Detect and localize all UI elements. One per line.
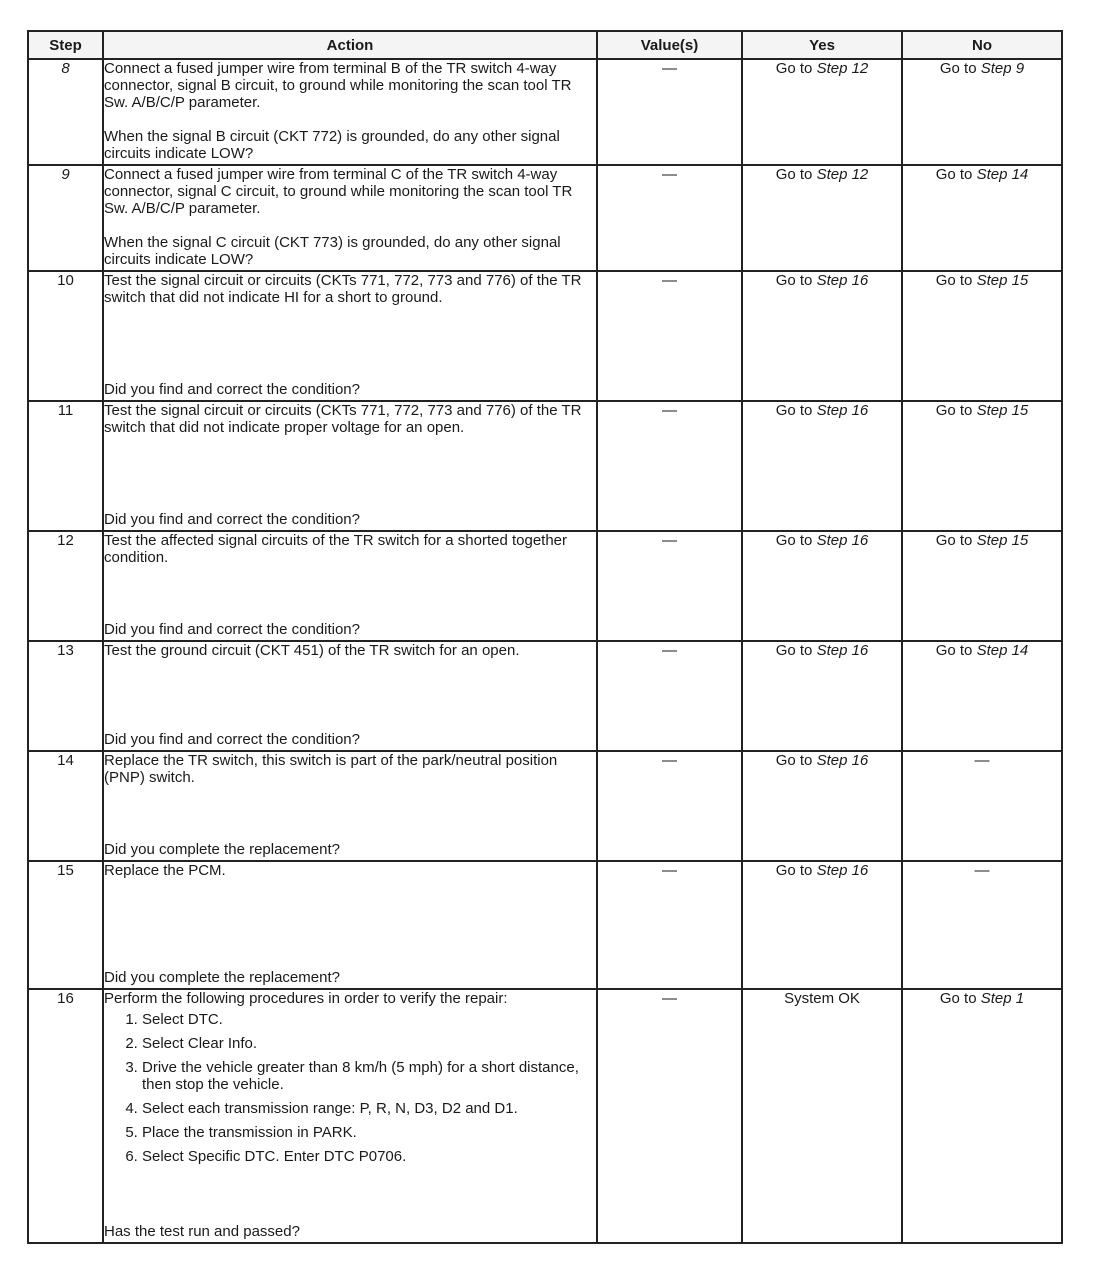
- no-cell: —: [902, 751, 1062, 861]
- no-cell: [902, 641, 1062, 751]
- step-number: 8: [28, 59, 103, 165]
- table-row: [28, 641, 1062, 751]
- no-step-ref: Step 9: [980, 60, 1025, 77]
- no-cell: —: [902, 861, 1062, 989]
- goto-label: Go to: [775, 642, 813, 659]
- list-item: 2. Select Clear Info.: [142, 1035, 596, 1052]
- value-cell: —: [597, 59, 742, 165]
- yes-step-ref: Step 16: [816, 862, 869, 879]
- list-item: 4. Select each transmission range: P, R, N, D3, D2 and D1.: [142, 1100, 596, 1117]
- action-cell: [103, 59, 597, 165]
- list-item: 5. Place the transmission in PARK.: [142, 1124, 596, 1141]
- action-text: Test the signal circuit or circuits (CKTs 771, 772, 773 and 776) of the TR switch that did not indicate HI for a short to ground.: [104, 272, 582, 306]
- action-text: Connect a fused jumper wire from terminal B of the TR switch 4-way connector, signal B circuit, to ground while monitoring the scan tool TR Sw. A/B/C/P parameter.: [104, 60, 572, 111]
- action-text: Test the ground circuit (CKT 451) of the TR switch for an open.: [104, 642, 520, 659]
- action-text: Test the signal circuit or circuits (CKTs 771, 772, 773 and 776) of the TR switch that did not indicate proper voltage for an open.: [104, 402, 582, 436]
- header-yes: Yes: [742, 31, 902, 59]
- step-number: 12: [28, 531, 103, 641]
- action-question: When the signal B circuit (CKT 772) is grounded, do any other signal circuits indicate LOW?: [104, 128, 560, 162]
- yes-cell: [742, 861, 902, 989]
- yes-step-ref: Step 16: [816, 272, 869, 289]
- action-text: Test the affected signal circuits of the TR switch for a shorted together condition.: [104, 532, 568, 566]
- header-action: Action: [103, 31, 597, 59]
- value-cell: —: [597, 641, 742, 751]
- value-cell: —: [597, 165, 742, 271]
- action-question: Did you find and correct the condition?: [104, 621, 360, 638]
- step-number: 10: [28, 271, 103, 401]
- header-step: Step: [28, 31, 103, 59]
- action-question: Has the test run and passed?: [104, 1223, 300, 1240]
- action-cell: [103, 271, 597, 401]
- action-text: Replace the PCM.: [104, 862, 226, 879]
- value-cell: —: [597, 271, 742, 401]
- action-cell: [103, 989, 597, 1243]
- table-row: [28, 59, 1062, 165]
- no-step-ref: Step 14: [976, 642, 1029, 659]
- action-question: Did you complete the replacement?: [104, 969, 340, 986]
- goto-label: Go to: [775, 272, 813, 289]
- step-number: 11: [28, 401, 103, 531]
- no-step-ref: Step 15: [976, 532, 1029, 549]
- no-cell: [902, 989, 1062, 1243]
- goto-label: Go to: [775, 752, 813, 769]
- diagnostic-table: [27, 30, 1063, 1244]
- yes-cell: [742, 641, 902, 751]
- step-number: 16: [28, 989, 103, 1243]
- action-cell: [103, 751, 597, 861]
- table-row: [28, 861, 1062, 989]
- no-step-ref: Step 14: [976, 166, 1029, 183]
- goto-label: Go to: [775, 862, 813, 879]
- action-cell: [103, 165, 597, 271]
- procedure-list: [104, 1011, 596, 1165]
- value-cell: —: [597, 531, 742, 641]
- action-question: Did you find and correct the condition?: [104, 731, 360, 748]
- no-cell: [902, 401, 1062, 531]
- header-no: No: [902, 31, 1062, 59]
- yes-step-ref: Step 16: [816, 532, 869, 549]
- goto-label: Go to: [939, 990, 977, 1007]
- step-number: 13: [28, 641, 103, 751]
- table-row: [28, 271, 1062, 401]
- list-item: 3. Drive the vehicle greater than 8 km/h (5 mph) for a short distance, then stop the vehicle.: [142, 1059, 596, 1093]
- yes-cell: [742, 165, 902, 271]
- value-cell: —: [597, 861, 742, 989]
- goto-label: Go to: [775, 402, 813, 419]
- goto-label: Go to: [935, 166, 973, 183]
- table-row: [28, 989, 1062, 1243]
- step-number: 14: [28, 751, 103, 861]
- yes-cell: [742, 531, 902, 641]
- table-row: [28, 531, 1062, 641]
- table-row: [28, 165, 1062, 271]
- table-row: [28, 401, 1062, 531]
- action-cell: [103, 641, 597, 751]
- action-text: Replace the TR switch, this switch is part of the park/neutral position (PNP) switch.: [104, 752, 558, 786]
- action-cell: [103, 531, 597, 641]
- list-item: 1. Select DTC.: [142, 1011, 596, 1028]
- action-question: Did you complete the replacement?: [104, 841, 340, 858]
- header-row: [28, 31, 1062, 59]
- step-number: 15: [28, 861, 103, 989]
- yes-step-ref: Step 12: [816, 166, 869, 183]
- no-cell: [902, 531, 1062, 641]
- action-cell: [103, 861, 597, 989]
- yes-step-ref: Step 16: [816, 402, 869, 419]
- no-step-ref: Step 15: [976, 272, 1029, 289]
- no-step-ref: Step 1: [980, 990, 1025, 1007]
- no-cell: [902, 271, 1062, 401]
- yes-cell: [742, 401, 902, 531]
- list-item: 6. Select Specific DTC. Enter DTC P0706.: [142, 1148, 596, 1165]
- yes-cell: System OK: [742, 989, 902, 1243]
- action-text: Connect a fused jumper wire from terminal C of the TR switch 4-way connector, signal C circuit, to ground while monitoring the scan tool TR Sw. A/B/C/P parameter.: [104, 166, 573, 217]
- action-text: Perform the following procedures in order to verify the repair:: [104, 990, 508, 1007]
- no-cell: [902, 59, 1062, 165]
- yes-step-ref: Step 16: [816, 642, 869, 659]
- no-step-ref: Step 15: [976, 402, 1029, 419]
- goto-label: Go to: [775, 60, 813, 77]
- yes-step-ref: Step 12: [816, 60, 869, 77]
- goto-label: Go to: [935, 532, 973, 549]
- no-cell: [902, 165, 1062, 271]
- goto-label: Go to: [935, 272, 973, 289]
- yes-cell: [742, 751, 902, 861]
- action-question: Did you find and correct the condition?: [104, 511, 360, 528]
- value-cell: —: [597, 401, 742, 531]
- action-cell: [103, 401, 597, 531]
- goto-label: Go to: [935, 402, 973, 419]
- value-cell: —: [597, 989, 742, 1243]
- step-number: 9: [28, 165, 103, 271]
- action-question: When the signal C circuit (CKT 773) is grounded, do any other signal circuits indicate LOW?: [104, 234, 561, 268]
- goto-label: Go to: [935, 642, 973, 659]
- action-question: Did you find and correct the condition?: [104, 381, 360, 398]
- goto-label: Go to: [939, 60, 977, 77]
- yes-cell: [742, 271, 902, 401]
- yes-cell: [742, 59, 902, 165]
- value-cell: —: [597, 751, 742, 861]
- goto-label: Go to: [775, 532, 813, 549]
- yes-step-ref: Step 16: [816, 752, 869, 769]
- table-row: [28, 751, 1062, 861]
- goto-label: Go to: [775, 166, 813, 183]
- header-values: Value(s): [597, 31, 742, 59]
